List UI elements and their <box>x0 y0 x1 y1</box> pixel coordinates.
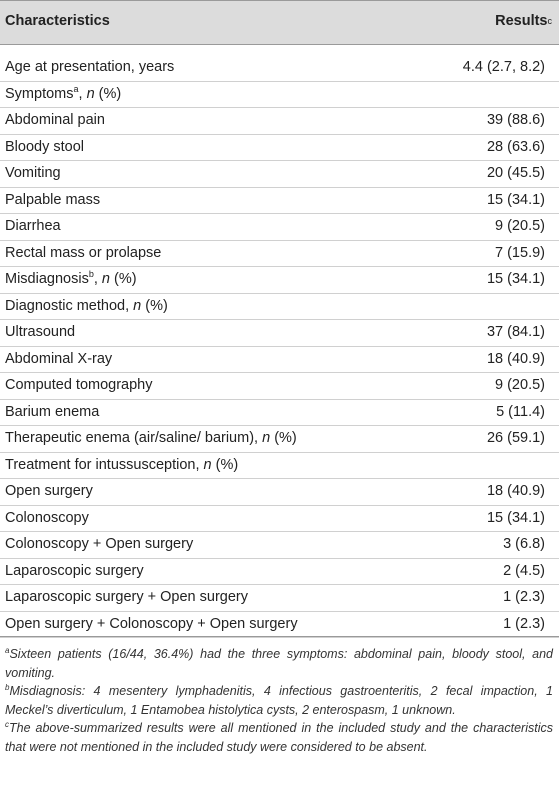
row-value: 37 (84.1) <box>486 324 545 340</box>
row-label-text: Laparoscopic surgery + Open surgery <box>5 589 249 605</box>
table-row <box>0 267 559 294</box>
row-label <box>5 271 137 287</box>
table-row <box>0 82 559 109</box>
row-label-text: Bloody stool <box>5 138 84 155</box>
row-label <box>5 563 144 579</box>
row-label-suffix: , n (%) <box>78 85 122 102</box>
row-label-text: Vomiting <box>5 165 61 181</box>
table-row <box>0 559 559 586</box>
row-label-text: Misdiagnosis <box>5 271 89 287</box>
row-value: 1 (2.3) <box>503 615 545 632</box>
row-label-text: Laparoscopic surgery <box>5 562 144 579</box>
footnote-text: The above-summarized results were all mentioned in the included study and the characteristics that were not mentioned in the included study were considered to be absent. <box>5 721 553 754</box>
header-results <box>495 13 552 29</box>
table-row <box>0 585 559 612</box>
table-row <box>0 479 559 506</box>
table-row <box>0 373 559 400</box>
row-label-text: Computed tomography <box>5 377 153 393</box>
row-label <box>5 139 84 155</box>
row-value: 3 (6.8) <box>503 536 545 552</box>
table-row <box>0 108 559 135</box>
row-label-suffix: n (%) <box>262 430 297 446</box>
row-label <box>5 510 89 526</box>
table-header <box>0 0 559 45</box>
row-label <box>5 457 238 473</box>
row-label-suffix: n (%) <box>203 456 239 473</box>
row-label-text: Open surgery <box>5 483 93 499</box>
row-value: 2 (4.5) <box>503 562 545 579</box>
row-label-text: Age at presentation, years <box>5 59 175 75</box>
table-row <box>0 612 559 639</box>
row-label-text: Open surgery + Colonoscopy + Open surgery <box>5 615 298 632</box>
row-label-text: Symptoms <box>5 85 74 102</box>
footnote-mark: a <box>5 646 10 655</box>
header-results-label: Results <box>495 13 548 29</box>
row-label-text: Rectal mass or prolapse <box>5 244 162 261</box>
row-value: 15 (34.1) <box>486 191 545 208</box>
row-value: 18 (40.9) <box>486 483 545 499</box>
row-label-text: Palpable mass <box>5 191 101 208</box>
row-value: 20 (45.5) <box>486 165 545 181</box>
table-row <box>0 426 559 453</box>
row-label <box>5 324 75 340</box>
row-label <box>5 112 105 128</box>
row-label-text: Ultrasound <box>5 324 76 340</box>
row-label-text: Treatment for intussusception, <box>5 456 204 473</box>
table-row <box>0 161 559 188</box>
header-results-footnote-mark: c <box>547 16 552 26</box>
row-value: 7 (15.9) <box>495 244 545 261</box>
row-label <box>5 404 99 420</box>
row-label-suffix: , n (%) <box>93 271 137 287</box>
row-label-text: Abdominal pain <box>5 112 105 128</box>
row-label <box>5 616 298 632</box>
table-row <box>0 347 559 374</box>
row-value: 4.4 (2.7, 8.2) <box>462 59 545 75</box>
table-body <box>0 55 559 638</box>
row-value: 15 (34.1) <box>486 509 545 526</box>
footnote-mark: c <box>5 720 9 729</box>
table-row <box>0 532 559 559</box>
row-label-text: Barium enema <box>5 403 100 420</box>
row-value: 18 (40.9) <box>486 350 545 367</box>
table-footnotes <box>5 646 553 757</box>
row-label <box>5 59 174 75</box>
row-label-suffix: n (%) <box>133 297 168 314</box>
row-label <box>5 83 122 102</box>
row-label-text: Abdominal X-ray <box>5 350 113 367</box>
row-label <box>5 536 193 552</box>
row-label <box>5 483 93 499</box>
row-footnote-mark: b <box>88 269 94 279</box>
table-row <box>0 453 559 480</box>
row-label-text: Colonoscopy <box>5 509 89 526</box>
table-row <box>0 241 559 268</box>
row-value: 15 (34.1) <box>486 271 545 287</box>
row-label <box>5 377 153 393</box>
row-label <box>5 245 161 261</box>
table-bottom-rule <box>0 636 559 637</box>
row-label <box>5 351 112 367</box>
row-label-text: Colonoscopy + Open surgery <box>5 536 194 552</box>
table-row <box>0 400 559 427</box>
row-value: 1 (2.3) <box>503 589 545 605</box>
row-value: 9 (20.5) <box>495 218 545 234</box>
table-row <box>0 320 559 347</box>
row-label <box>5 298 168 314</box>
row-label <box>5 589 248 605</box>
footnote-text: Misdiagnosis: 4 mesentery lymphadenitis, 4 infectious gastroenteritis, 2 fecal impaction, 1 Meckel’s diverticulum, 1 Entamobea histolytica cysts, 2 enterospasm, 1 unknown. <box>5 684 553 717</box>
row-label-text: Therapeutic enema (air/saline/ barium), <box>5 430 263 446</box>
table-row <box>0 188 559 215</box>
row-label <box>5 218 61 234</box>
header-characteristics: Characteristics <box>5 13 110 29</box>
row-value: 39 (88.6) <box>486 112 545 128</box>
footnote-mark: b <box>5 683 10 692</box>
table-row <box>0 55 559 82</box>
row-footnote-mark: a <box>73 83 79 94</box>
table-row <box>0 294 559 321</box>
row-label <box>5 192 100 208</box>
table-row <box>0 214 559 241</box>
footnote <box>5 720 553 756</box>
row-label-text: Diagnostic method, <box>5 297 134 314</box>
footnote-text: Sixteen patients (16/44, 36.4%) had the three symptoms: abdominal pain, bloody stool, and vomiting. <box>5 647 553 680</box>
row-value: 5 (11.4) <box>496 403 545 420</box>
footnote <box>5 646 553 682</box>
table-row <box>0 506 559 533</box>
row-value: 9 (20.5) <box>495 377 545 393</box>
row-label <box>5 165 61 181</box>
table-row <box>0 135 559 162</box>
row-value: 28 (63.6) <box>486 138 545 155</box>
row-value: 26 (59.1) <box>486 430 545 446</box>
row-label-text: Diarrhea <box>5 218 61 234</box>
footnote <box>5 683 553 719</box>
row-label <box>5 430 297 446</box>
